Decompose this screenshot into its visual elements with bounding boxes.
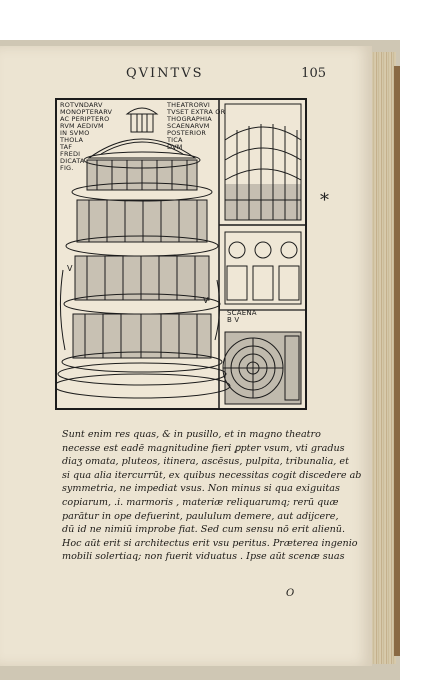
text-line: necesse est eadē magnitudine fieri ꝑpter vsum, vti gradus <box>62 442 345 454</box>
caption-rotunda: ROTVNDARV MONOPTERARV AC PERIPTERO RVM AEDIVM IN SVMO THOLA TAF FREDI DICATA FIG. <box>60 101 113 172</box>
text-line: parātur in ope defuerint, paululum demere, aut adijcere, <box>62 510 339 522</box>
caption-scaena: SCAENA B V <box>227 309 257 324</box>
page-edges <box>372 52 396 664</box>
text-line: Hoc aūt erit si architectus erit vsu peritus. Præterea ingenio <box>62 537 358 549</box>
scaena-front <box>225 232 301 304</box>
woodcut-illustration <box>55 98 307 410</box>
label-u-left: V <box>67 264 73 273</box>
caption-theatre: THEATRORVI TVSET EXTRA OR THOGRAPHIA SCAENARVM POSTERIOR TICA DVM <box>167 101 226 151</box>
catchword: O <box>286 588 295 599</box>
text-line: symmetria, ne impediat vsus. Non minus si qua exiguitas <box>62 483 340 495</box>
body-text <box>62 428 362 564</box>
text-line: diaʒ omata, pluteos, itinera, ascēsus, pulpita, tribunalia, et <box>62 456 349 468</box>
text-line: copiarum, .i. marmoris , materiæ reliquarumq; rerū quæ <box>62 496 339 508</box>
text-line: mobili solertiaq; non fuerit viduatus . Ipse aūt scenæ suas <box>62 551 345 563</box>
page-number: 105 <box>301 66 326 81</box>
asterisk-margin-mark: * <box>320 190 329 211</box>
text-line: dū id ne nimiū improbe fiat. Sed cum sensu nō erit alienū. <box>62 524 346 536</box>
text-line: Sunt enim res quas, & in pusillo, et in magno theatro <box>62 429 321 440</box>
book-spine <box>394 66 400 656</box>
running-head <box>126 66 326 86</box>
running-head-title: QVINTVS <box>126 66 204 81</box>
text-line: si qua alia itercurrūt, ex quibus necessitas cogit discedere ab <box>62 469 362 481</box>
label-u-right: V <box>203 296 209 305</box>
